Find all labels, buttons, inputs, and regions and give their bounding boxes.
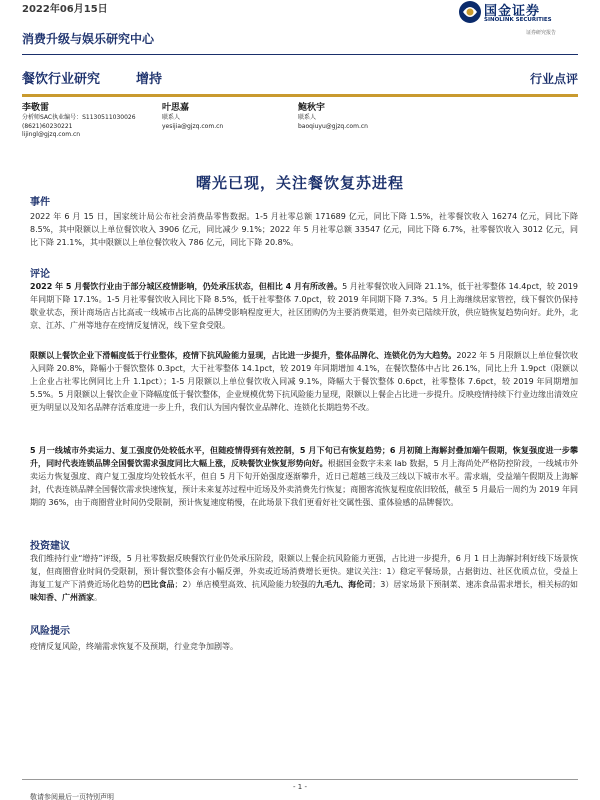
research-center-title: 消费升级与娱乐研究中心: [22, 32, 155, 46]
analyst-cert: 分析师SAC执业编号：S1130511030026: [22, 114, 136, 121]
advice-stock-3: 味知香、广州酒家: [30, 593, 94, 602]
risk-paragraph: 疫情反复风险，终端需求恢复不及预期，行业竞争加剧等。: [30, 642, 238, 651]
advice-text-b: ；2）单店模型高效、抗风险能力较强的: [174, 580, 317, 589]
comment-2-highlight: 限额以上餐饮企业下滑幅度低于行业整体，疫情下抗风险能力显现，占比进一步提升，整体品牌化、连锁化仍为大趋势。: [30, 351, 457, 360]
analyst-name: 鲍秋宇: [298, 103, 326, 113]
analyst-card: [22, 102, 136, 140]
section-heading-comment: 评论: [30, 269, 50, 280]
comment-3-body: 根据国金数字未来 lab 数据，5 月上海尚处严格防控阶段，一线城市外卖运力恢复强度、商户复工强度均处较低水平，但自 5 月下旬开始强度逐渐攀升，近日已超越三线及三线以下城市水平。需求端，受益端午假期及上海解封，代表连锁品牌全国餐饮需求快速恢复，预计未来复苏过程中近场及外卖消费先行恢复；商圈客流恢复程度依旧较低，截至 5 月最后一周约为 2019 年同期的 36%，由于商圈营业时间仍受限制，预计恢复速度稍慢，在此场景下我们更看好社交属性强、重体验感的品牌餐饮。: [30, 459, 579, 507]
analyst-email: lijingl@gjzq.com.cn: [22, 131, 81, 138]
analyst-name: 叶思嘉: [162, 103, 190, 113]
header-divider: [22, 54, 578, 55]
report-band: [22, 62, 578, 92]
advice-text-c: ；3）居家场景下预制菜、速冻食品需求增长，相关标的如: [372, 580, 579, 589]
analyst-email: yesijia@gjzq.com.cn: [162, 122, 224, 130]
sinolink-logo-icon: [458, 0, 482, 24]
rating-label: 增持: [136, 72, 163, 87]
analyst-phone: (8621)60230221: [22, 122, 73, 130]
logo-chinese-name: 国金证券: [484, 4, 541, 19]
analyst-email: baoqiuyu@gjzq.com.cn: [298, 122, 368, 130]
comment-1-body: 5 月社零餐饮收入同降 21.1%，低于社零整体 14.4pct，较 2019 年同期下降 17.1%。1-5 月社零餐饮收入同比下降 8.5%，低于社零整体 7.0pct，较 2019 年同期下降 7.3%。5 月上海继续居家管控，线下餐饮仍保持歇业状态，预计商场店占比高或一线城市占比高的品牌受影响程度更大，社区团购仍为主要消费渠道，但外卖已陆续开放，供应链恢复趋势向好。此外，北京、江苏、广州等地存在疫情反复情况，线下堂食受限。: [30, 282, 578, 330]
analyst-role: 联系人: [162, 114, 181, 121]
footer-disclaimer: 敬请参阅最后一页特别声明: [30, 793, 114, 800]
logo-subtitle: 证券研究报告: [526, 30, 557, 36]
advice-stock-2: 九毛九、海伦司: [316, 580, 373, 589]
report-type-label: 行业点评: [529, 72, 578, 86]
comment-paragraph-1: [30, 280, 578, 332]
analyst-card: [162, 102, 223, 131]
footer-divider: [22, 779, 578, 780]
advice-text-a: 我们维持行业“增持”评级，5 月社零数据反映餐饮行业仍处承压阶段，限额以上餐企抗风险能力更强，占比进一步提升，6 月 1 日上海解封利好线下场景恢复，但商圈营业时间仍受限制，预计餐饮整体会有小幅反弹，外卖或近场消费增长更快。建议关注：1）稳定平餐场景，占据街边、社区优质点位，受益上海复工复产下消费近场化趋势的: [30, 554, 578, 589]
report-date: 2022年06月15日: [22, 4, 108, 15]
comment-2-body: 2022 年 5 月限额以上单位餐饮收入同降 20.8%，降幅小于餐饮整体 0.3pct，大于社零整体 14.1pct，较 2019 年同期增加 4.1%，在餐饮整体中占比 26.1%，同比上升 1.9pct（限额以上企业占社零比例同比上升 1.1pct）；1-5 月限额以上单位餐饮收入同减 9.1%，降幅大于餐饮整体 0.6pct，社零整体 7.6pct，较 2019 年同期增加 5.5%。5 月限额以上餐饮企业下降幅度低于餐饮整体，企业规模优势下抗风险能力显现，限额以上餐企占比进一步提升。反映疫情持续下行业边缘出清效应更为明显以及知名品牌存活难度进一步上升，我们认为国内餐饮业品牌化、连锁化长期趋势不改。: [30, 351, 578, 412]
section-heading-advice: 投资建议: [30, 541, 70, 552]
section-heading-risk: 风险提示: [30, 626, 70, 637]
advice-paragraph: [30, 552, 578, 604]
advice-stock-1: 巴比食品: [142, 580, 175, 589]
analyst-name: 李敬雷: [22, 103, 50, 113]
comment-paragraph-2: [30, 349, 578, 414]
analyst-card: [298, 102, 368, 131]
logo-english-name: SINOLINK SECURITIES: [484, 17, 552, 23]
sinolink-logo: [458, 0, 576, 40]
comment-paragraph-3: [30, 444, 578, 509]
page-number: - 1 -: [293, 783, 307, 791]
section-heading-event: 事件: [30, 197, 50, 208]
advice-text-d: 。: [94, 593, 102, 602]
gold-divider: [22, 94, 578, 97]
industry-label: 餐饮行业研究: [22, 72, 101, 87]
analyst-role: 联系人: [298, 114, 317, 121]
comment-1-highlight: 2022 年 5 月餐饮行业由于部分城区疫情影响，仍处承压状态，但相比 4 月有所改善。: [30, 282, 343, 291]
report-title: 曙光已现，关注餐饮复苏进程: [195, 174, 404, 192]
event-paragraph: 2022 年 6 月 15 日，国家统计局公布社会消费品零售数据。1-5 月社零总额 171689 亿元，同比下降 1.5%，社零餐饮收入 16274 亿元，同比下降 8.5%，其中限额以上单位餐饮收入 3906 亿元，同比减少 9.1%；2022 年 5 月社零总额 33547 亿元，同比下降 6.7%，社零餐饮收入 3012 亿元，同比下降 21.1%，其中限额以上单位餐饮收入 786 亿元，同比下降 20.8%。: [30, 212, 578, 247]
comment-3-highlight: 5 月一线城市外卖运力、复工强度仍处较低水平，但随疫情得到有效控制，5 月下旬已有恢复趋势；6 月初随上海解封叠加端午假期，恢复强度进一步攀升，同时代表连锁品牌全国餐饮需求强度同比大幅上涨，反映餐饮业恢复形势向好。: [30, 446, 578, 468]
